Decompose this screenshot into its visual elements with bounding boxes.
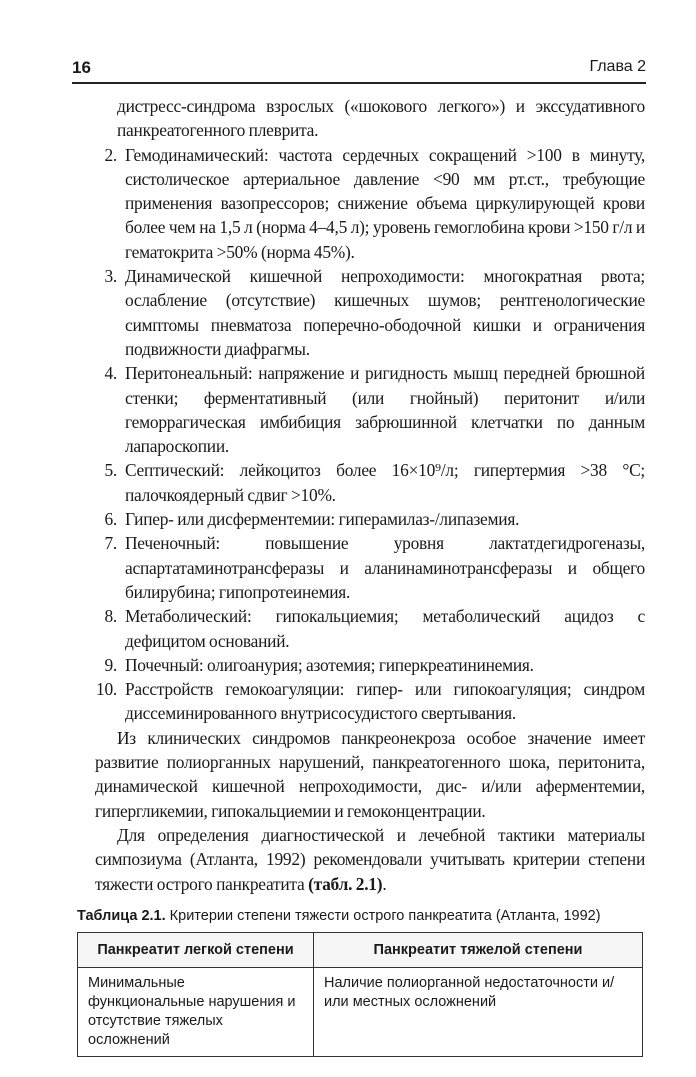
list-text: Динамической кишечной непроходимости: многократная рвота; ослабление (отсутствие) кишечных шумов; рентгенологические симптомы пневматоза поперечно-ободочной кишки и ограничения подвижности диафрагмы. xyxy=(125,266,645,359)
running-header xyxy=(72,56,646,84)
list-number: 2. xyxy=(104,144,117,165)
chapter-title: Глава 2 xyxy=(589,58,646,75)
list-number: 3. xyxy=(104,266,117,287)
page-content xyxy=(77,94,643,1077)
list-number: 8. xyxy=(104,606,117,627)
list-item xyxy=(95,458,645,507)
table-row xyxy=(78,967,643,1056)
list-text: Гемодинамический: частота сердечных сокращений >100 в минуту, систолическое артериальное давление <90 мм рт.ст., требующие применения вазопрессоров; снижение объема циркулирующей крови более чем на 1,5 л (норма 4–4,5 л); уровень гемоглобина крови >150 г/л и гематокрита >50% (норма 45%). xyxy=(125,144,645,262)
list-item xyxy=(95,361,645,458)
list-spacer xyxy=(117,507,125,531)
column-header: Панкреатит легкой степени xyxy=(78,932,314,967)
list-spacer xyxy=(117,604,125,653)
list-number: 10. xyxy=(96,679,117,700)
table-cell: Минимальные функциональные нарушения и отсутствие тяжелых осложнений xyxy=(78,967,314,1056)
list-spacer xyxy=(117,677,125,726)
list-spacer xyxy=(117,458,125,507)
paragraph: Из клинических синдромов панкреонекроза особое значение имеет развитие полиорганных нарушений, панкреатогенного шока, перитонита, динамической кишечной непроходимости, дис- и/или аферментемии, гипергликемии, гипокальциемии и гемоконцентрации. xyxy=(95,727,645,821)
list-number: 7. xyxy=(104,533,117,554)
list-spacer xyxy=(117,264,125,361)
list-item xyxy=(95,653,645,677)
list-item xyxy=(95,604,645,653)
list-text: Почечный: олигоанурия; азотемия; гиперкреатининемия. xyxy=(125,654,534,675)
list-number: 4. xyxy=(104,363,117,384)
table-cell: Наличие полиорганной недостаточности и/или местных осложнений xyxy=(314,967,643,1056)
list-spacer xyxy=(117,143,125,264)
paragraph: Для определения диагностической и лечебной тактики материалы симпозиума (Атланта, 1992) рекомендовали учитывать критерии степени тяжести острого панкреатита (табл. 2.1). xyxy=(95,824,645,894)
list-item xyxy=(95,264,645,361)
column-header: Панкреатит тяжелой степени xyxy=(314,932,643,967)
list-number: 5. xyxy=(104,460,117,481)
syndrome-list xyxy=(95,143,645,726)
list-item xyxy=(95,677,645,726)
page-number: 16 xyxy=(72,58,91,77)
list-item xyxy=(95,507,645,531)
list-text: Гипер- или дисферментемии: гиперамилаз-/липаземия. xyxy=(125,509,520,530)
list-number: 6. xyxy=(104,509,117,530)
list-item xyxy=(95,143,645,264)
list-text: Перитонеальный: напряжение и ригидность мышц передней брюшной стенки; ферментативный (или гнойный) перитонит и/или геморрагическая имбибиция забрюшинной клетчатки по данным лапароскопии. xyxy=(125,363,645,457)
list-spacer xyxy=(117,653,125,677)
list-number: 9. xyxy=(104,654,117,675)
list-continuation: дистресс-синдрома взрослых («шокового легкого») и экссудативного панкреатогенного плеврита. xyxy=(117,96,645,141)
list-text: Метаболический: гипокальциемия; метаболический ацидоз с дефицитом оснований. xyxy=(125,606,645,651)
criteria-table xyxy=(77,932,643,1057)
list-item xyxy=(95,531,645,604)
list-spacer xyxy=(117,531,125,604)
list-spacer xyxy=(117,361,125,458)
list-text: Расстройств гемокоагуляции: гипер- или гипокоагуляция; синдром диссеминированного внутрисосудистого свертывания. xyxy=(125,679,645,724)
body-text xyxy=(95,94,645,896)
table-reference[interactable]: (табл. 2.1) xyxy=(308,873,383,894)
list-text: Печеночный: повышение уровня лактатдегидрогеназы, аспартатаминотрансферазы и аланинаминотрансферазы и общего билирубина; гипопротеинемия. xyxy=(125,533,645,602)
list-text: Септический: лейкоцитоз более 16×10⁹/л; гипертермия >38 °С; палочкоядерный сдвиг >10%. xyxy=(125,460,645,505)
table-header-row xyxy=(78,932,643,967)
table-caption: Таблица 2.1. Критерии степени тяжести острого панкреатита (Атланта, 1992) xyxy=(77,907,601,924)
